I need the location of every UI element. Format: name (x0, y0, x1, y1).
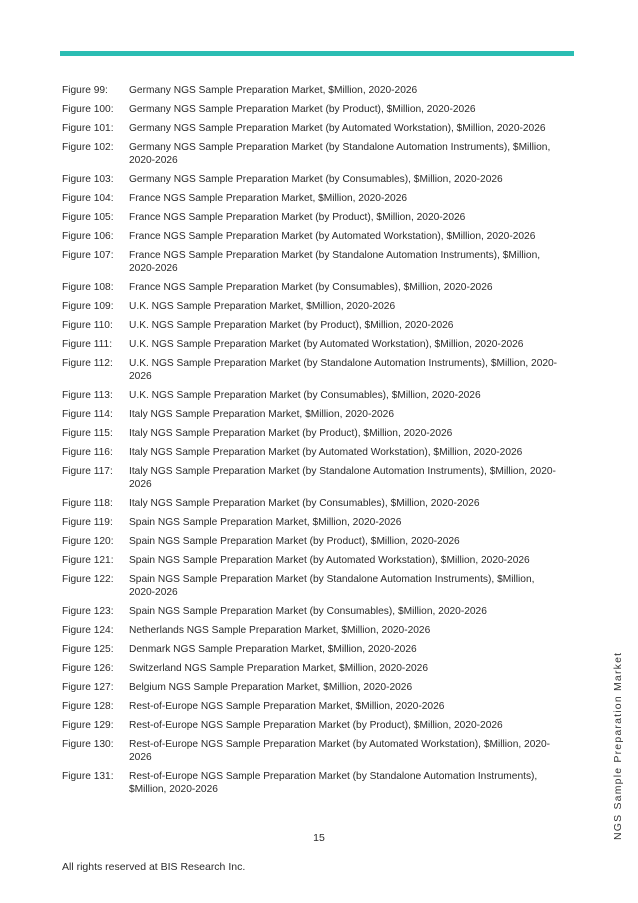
list-of-figures (62, 84, 562, 802)
list-item (62, 249, 562, 275)
figure-title: Switzerland NGS Sample Preparation Market, $Million, 2020-2026 (129, 663, 428, 674)
figure-title: France NGS Sample Preparation Market (by Standalone Automation Instruments), $Million, 2020-2026 (129, 250, 541, 274)
figure-title: Spain NGS Sample Preparation Market (by Consumables), $Million, 2020-2026 (129, 606, 487, 617)
list-item (62, 427, 562, 440)
figure-number: Figure 112: (62, 358, 113, 369)
figure-number: Figure 110: (62, 320, 113, 331)
figure-title: U.K. NGS Sample Preparation Market, $Million, 2020-2026 (129, 301, 396, 312)
list-item (62, 103, 562, 116)
figure-title: Germany NGS Sample Preparation Market (by Standalone Automation Instruments), $Million, 2020-2026 (129, 142, 551, 166)
top-accent-rule (60, 51, 574, 56)
list-item (62, 192, 562, 205)
figure-title: Denmark NGS Sample Preparation Market, $Million, 2020-2026 (129, 644, 417, 655)
figure-title: Belgium NGS Sample Preparation Market, $Million, 2020-2026 (129, 682, 413, 693)
figure-number: Figure 130: (62, 739, 114, 750)
figure-title: U.K. NGS Sample Preparation Market (by Consumables), $Million, 2020-2026 (129, 390, 481, 401)
list-item (62, 141, 562, 167)
figure-number: Figure 105: (62, 212, 114, 223)
figure-title: France NGS Sample Preparation Market, $Million, 2020-2026 (129, 193, 408, 204)
figure-number: Figure 102: (62, 142, 114, 153)
figure-title: Rest-of-Europe NGS Sample Preparation Market, $Million, 2020-2026 (129, 701, 445, 712)
figure-number: Figure 120: (62, 536, 114, 547)
list-item (62, 719, 562, 732)
list-item (62, 281, 562, 294)
figure-number: Figure 121: (62, 555, 114, 566)
list-item (62, 300, 562, 313)
figure-number: Figure 114: (62, 409, 113, 420)
figure-number: Figure 107: (62, 250, 114, 261)
figure-title: Spain NGS Sample Preparation Market (by Standalone Automation Instruments), $Million, 2020-2026 (129, 574, 535, 598)
figure-number: Figure 100: (62, 104, 114, 115)
list-item (62, 573, 562, 599)
figure-title: France NGS Sample Preparation Market (by Product), $Million, 2020-2026 (129, 212, 466, 223)
list-item (62, 338, 562, 351)
list-item (62, 516, 562, 529)
list-item (62, 681, 562, 694)
figure-title: Spain NGS Sample Preparation Market, $Million, 2020-2026 (129, 517, 402, 528)
figure-number: Figure 117: (62, 466, 113, 477)
figure-number: Figure 124: (62, 625, 114, 636)
list-item (62, 122, 562, 135)
list-item (62, 497, 562, 510)
list-item (62, 535, 562, 548)
figure-title: France NGS Sample Preparation Market (by Consumables), $Million, 2020-2026 (129, 282, 493, 293)
figure-title: Germany NGS Sample Preparation Market, $Million, 2020-2026 (129, 85, 418, 96)
figure-title: Rest-of-Europe NGS Sample Preparation Market (by Standalone Automation Instruments), $Million, 2020-2026 (129, 771, 538, 795)
list-item (62, 643, 562, 656)
list-item (62, 662, 562, 675)
footer-copyright: All rights reserved at BIS Research Inc. (62, 861, 246, 873)
figure-title: Germany NGS Sample Preparation Market (by Consumables), $Million, 2020-2026 (129, 174, 503, 185)
figure-number: Figure 106: (62, 231, 114, 242)
figure-title: U.K. NGS Sample Preparation Market (by Standalone Automation Instruments), $Million, 2020-2026 (129, 358, 558, 382)
list-item (62, 319, 562, 332)
list-item (62, 84, 562, 97)
list-item (62, 357, 562, 383)
list-item (62, 624, 562, 637)
figure-title: Italy NGS Sample Preparation Market (by Standalone Automation Instruments), $Million, 2020-2026 (129, 466, 556, 490)
list-item (62, 173, 562, 186)
figure-number: Figure 123: (62, 606, 114, 617)
figure-title: Spain NGS Sample Preparation Market (by Automated Workstation), $Million, 2020-2026 (129, 555, 530, 566)
figure-number: Figure 125: (62, 644, 114, 655)
list-item (62, 389, 562, 402)
list-item (62, 770, 562, 796)
list-item (62, 408, 562, 421)
figure-number: Figure 101: (62, 123, 114, 134)
figure-number: Figure 122: (62, 574, 114, 585)
figure-number: Figure 118: (62, 498, 113, 509)
figure-number: Figure 103: (62, 174, 114, 185)
figure-title: Spain NGS Sample Preparation Market (by Product), $Million, 2020-2026 (129, 536, 460, 547)
list-item (62, 465, 562, 491)
figure-number: Figure 115: (62, 428, 113, 439)
side-running-title: NGS Sample Preparation Market (612, 651, 624, 840)
figure-title: Italy NGS Sample Preparation Market (by Consumables), $Million, 2020-2026 (129, 498, 480, 509)
figure-title: Italy NGS Sample Preparation Market (by Product), $Million, 2020-2026 (129, 428, 453, 439)
list-item (62, 605, 562, 618)
figure-number: Figure 109: (62, 301, 114, 312)
figure-title: Italy NGS Sample Preparation Market (by Automated Workstation), $Million, 2020-2026 (129, 447, 523, 458)
figure-number: Figure 116: (62, 447, 113, 458)
figure-number: Figure 111: (62, 339, 113, 350)
figure-title: Italy NGS Sample Preparation Market, $Million, 2020-2026 (129, 409, 395, 420)
figure-number: Figure 104: (62, 193, 114, 204)
list-item (62, 554, 562, 567)
page-number: 15 (313, 832, 325, 844)
figure-number: Figure 131: (62, 771, 114, 782)
figure-title: France NGS Sample Preparation Market (by Automated Workstation), $Million, 2020-2026 (129, 231, 536, 242)
list-item (62, 211, 562, 224)
list-item (62, 446, 562, 459)
figure-title: Germany NGS Sample Preparation Market (by Product), $Million, 2020-2026 (129, 104, 476, 115)
figure-title: Netherlands NGS Sample Preparation Market, $Million, 2020-2026 (129, 625, 431, 636)
figure-number: Figure 119: (62, 517, 113, 528)
figure-number: Figure 113: (62, 390, 113, 401)
figure-title: Rest-of-Europe NGS Sample Preparation Market (by Product), $Million, 2020-2026 (129, 720, 503, 731)
list-item (62, 230, 562, 243)
figure-title: Germany NGS Sample Preparation Market (by Automated Workstation), $Million, 2020-2026 (129, 123, 546, 134)
figure-number: Figure 126: (62, 663, 114, 674)
figure-title: Rest-of-Europe NGS Sample Preparation Market (by Automated Workstation), $Million, 2020-2026 (129, 739, 551, 763)
figure-number: Figure 108: (62, 282, 114, 293)
figure-number: Figure 99: (62, 85, 108, 96)
list-item (62, 738, 562, 764)
figure-number: Figure 127: (62, 682, 114, 693)
figure-number: Figure 128: (62, 701, 114, 712)
figure-number: Figure 129: (62, 720, 114, 731)
figure-title: U.K. NGS Sample Preparation Market (by Automated Workstation), $Million, 2020-2026 (129, 339, 524, 350)
list-item (62, 700, 562, 713)
figure-title: U.K. NGS Sample Preparation Market (by Product), $Million, 2020-2026 (129, 320, 454, 331)
